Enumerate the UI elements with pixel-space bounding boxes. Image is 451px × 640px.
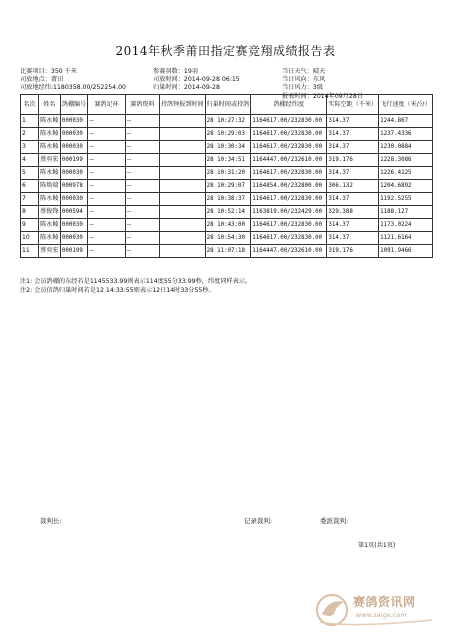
table-cell: 陈永鲮: [38, 219, 60, 232]
table-cell: 28 10:38:37: [205, 193, 251, 206]
table-cell: 28 10:31:20: [205, 167, 251, 180]
table-row: [21, 245, 433, 258]
table-cell: 28 10:43:00: [205, 219, 251, 232]
info-release-time: 司放时间：2014-09-28 06:15: [153, 76, 240, 84]
table-row: [21, 128, 433, 141]
table-cell: 1226.4125: [379, 167, 433, 180]
table-cell: 306.132: [327, 180, 379, 193]
table-cell: [159, 193, 205, 206]
header-name: 姓名: [38, 95, 60, 115]
table-cell: 3: [21, 141, 39, 154]
table-cell: 陈永鲮: [38, 115, 60, 128]
table-cell: 000199: [60, 154, 87, 167]
table-cell: 1164617.00/232830.00: [251, 167, 327, 180]
table-cell: --: [125, 206, 159, 219]
report-title: 2014年秋季莆田指定赛竞翔成绩报告表: [115, 44, 336, 58]
table-cell: 314.37: [327, 193, 379, 206]
table-cell: 蔡奕宏: [38, 154, 60, 167]
table-row: [21, 115, 433, 128]
table-row: [21, 141, 433, 154]
table-cell: 9: [21, 219, 39, 232]
table-cell: 1228.3086: [379, 154, 433, 167]
table-cell: 1204.6892: [379, 180, 433, 193]
table-cell: [159, 167, 205, 180]
table-cell: 陈永鲮: [38, 167, 60, 180]
info-release-coords: 司放地经纬:1180358.00/252254.00: [20, 84, 126, 92]
table-cell: 1230.0884: [379, 141, 433, 154]
table-cell: 1164617.00/232830.00: [251, 193, 327, 206]
table-cell: 8: [21, 206, 39, 219]
table-cell: --: [125, 219, 159, 232]
table-cell: [159, 141, 205, 154]
table-row: [21, 232, 433, 245]
table-cell: 1164447.00/232610.00: [251, 245, 327, 258]
table-cell: --: [88, 232, 126, 245]
info-column-2: [153, 68, 240, 93]
header-ring: 赛鸽足环: [88, 95, 126, 115]
table-cell: --: [125, 167, 159, 180]
header-distance: 实际空距（千米）: [327, 95, 379, 115]
table-row: [21, 219, 433, 232]
table-cell: 7: [21, 193, 39, 206]
table-cell: --: [125, 128, 159, 141]
table-cell: --: [125, 115, 159, 128]
table-cell: [159, 206, 205, 219]
table-header-row: [21, 95, 433, 115]
info-race-item: 比赛项目：350 千米: [20, 68, 78, 75]
recorder-signature-label: 记录裁判:: [244, 517, 273, 525]
table-cell: 28 10:29:03: [205, 128, 251, 141]
page-number: 第1页(共1页): [358, 542, 396, 549]
table-row: [21, 193, 433, 206]
table-cell: 28 10:29:07: [205, 180, 251, 193]
table-cell: 28 10:52:14: [205, 206, 251, 219]
results-table: [20, 94, 433, 258]
header-return-time: 归巢时间或持鸽: [205, 95, 251, 115]
table-cell: [159, 219, 205, 232]
info-entries: 参赛羽数：19羽: [153, 68, 198, 75]
table-cell: 000030: [60, 232, 87, 245]
watermark-text: 赛鸽资讯网: [353, 595, 416, 609]
table-cell: 11: [21, 245, 39, 258]
footnotes: [20, 277, 251, 295]
table-cell: [159, 180, 205, 193]
info-return-time: 归巢时间：2014-09-28: [153, 84, 220, 92]
table-cell: 1164617.00/232830.00: [251, 115, 327, 128]
table-cell: [159, 245, 205, 258]
header-pigeon-info: 赛鸽资料: [125, 95, 159, 115]
info-wind-direction: 当日风向：东风: [282, 76, 326, 84]
table-cell: 1164854.00/232800.00: [251, 180, 327, 193]
table-cell: --: [88, 180, 126, 193]
table-cell: 1188.127: [379, 206, 433, 219]
table-cell: [159, 154, 205, 167]
header-speed: 飞行速度（米/分）: [379, 95, 433, 115]
table-cell: 28 11:07:18: [205, 245, 251, 258]
table-cell: 314.37: [327, 115, 379, 128]
table-cell: 314.37: [327, 232, 379, 245]
table-cell: 1: [21, 115, 39, 128]
table-cell: --: [125, 245, 159, 258]
table-cell: 陈永鲮: [38, 193, 60, 206]
table-cell: --: [88, 206, 126, 219]
table-cell: 1163819.00/232429.00: [251, 206, 327, 219]
table-cell: 314.37: [327, 128, 379, 141]
table-cell: 6: [21, 180, 39, 193]
table-cell: 陈永鲮: [38, 128, 60, 141]
footnote-1: 注1: 会员鸽棚的东经若是1145533.99则表示114度55分33.99秒，纬度同样表示。: [20, 278, 252, 285]
table-cell: 000978: [60, 180, 87, 193]
table-cell: [159, 115, 205, 128]
table-cell: 314.37: [327, 167, 379, 180]
referee-signature-label: 裁判长:: [40, 517, 62, 525]
table-cell: 陈永鲮: [38, 141, 60, 154]
table-row: [21, 206, 433, 219]
table-cell: 314.37: [327, 219, 379, 232]
table-cell: 000030: [60, 115, 87, 128]
info-report-date: 报表时间：2014年09月28日: [282, 92, 363, 100]
table-cell: 蔡俊锋: [38, 206, 60, 219]
table-row: [21, 180, 433, 193]
table-cell: --: [125, 180, 159, 193]
table-cell: --: [125, 141, 159, 154]
info-column-1: [20, 68, 126, 93]
table-row: [21, 167, 433, 180]
table-row: [21, 154, 433, 167]
table-cell: --: [88, 115, 126, 128]
info-release-place: 司放地点：莆田: [20, 76, 64, 84]
table-cell: 28 10:34:51: [205, 154, 251, 167]
table-cell: 1164447.00/232610.00: [251, 154, 327, 167]
table-cell: 1192.5255: [379, 193, 433, 206]
table-cell: 319.176: [327, 245, 379, 258]
footnote-2: 注2: 会员信鸽归巢时间若是12 14:33:55则表示12日14时33分55秒。: [20, 287, 215, 294]
table-cell: 28 10:27:32: [205, 115, 251, 128]
header-clock-report: 持鸽钟报到时间: [159, 95, 205, 115]
info-weather: 当日天气：晴天: [282, 68, 326, 75]
table-cell: 000199: [60, 245, 87, 258]
header-loft-coords: 鸽棚经纬度: [251, 95, 327, 115]
table-cell: --: [125, 193, 159, 206]
table-cell: 1244.867: [379, 115, 433, 128]
table-cell: 1091.9466: [379, 245, 433, 258]
table-cell: 28 10:30:34: [205, 141, 251, 154]
table-cell: 1164617.00/232830.00: [251, 141, 327, 154]
table-cell: --: [88, 245, 126, 258]
committee-signature-label: 委派裁判:: [320, 517, 349, 525]
table-cell: --: [88, 128, 126, 141]
table-cell: 1164617.00/232830.00: [251, 232, 327, 245]
table-cell: 1173.0224: [379, 219, 433, 232]
table-cell: 319.176: [327, 154, 379, 167]
table-cell: 1121.6164: [379, 232, 433, 245]
watermark-url: www.saige.com: [356, 611, 407, 619]
table-cell: 28 10:54:30: [205, 232, 251, 245]
table-cell: 329.388: [327, 206, 379, 219]
table-cell: 4: [21, 154, 39, 167]
table-cell: 000030: [60, 219, 87, 232]
table-cell: [159, 128, 205, 141]
header-loft-id: 鸽棚编号: [60, 95, 87, 115]
table-cell: 000030: [60, 128, 87, 141]
table-cell: 1237.4336: [379, 128, 433, 141]
table-cell: 陈永鲮: [38, 232, 60, 245]
table-cell: 陈焕瑞: [38, 180, 60, 193]
table-cell: [159, 232, 205, 245]
table-cell: 1164617.00/232830.00: [251, 219, 327, 232]
table-cell: --: [88, 141, 126, 154]
table-cell: --: [88, 154, 126, 167]
table-cell: 1164617.00/232830.00: [251, 128, 327, 141]
table-cell: 000030: [60, 167, 87, 180]
table-cell: --: [125, 232, 159, 245]
table-cell: --: [88, 219, 126, 232]
table-cell: 000594: [60, 206, 87, 219]
table-cell: 314.37: [327, 141, 379, 154]
table-cell: 000030: [60, 141, 87, 154]
table-cell: --: [88, 167, 126, 180]
table-cell: 2: [21, 128, 39, 141]
table-cell: 蔡奕宏: [38, 245, 60, 258]
info-wind-force: 当日风力：3级: [282, 84, 324, 92]
table-cell: 5: [21, 167, 39, 180]
table-cell: --: [88, 193, 126, 206]
table-cell: 10: [21, 232, 39, 245]
header-rank: 名次: [21, 95, 39, 115]
table-cell: 000030: [60, 193, 87, 206]
table-cell: --: [125, 154, 159, 167]
